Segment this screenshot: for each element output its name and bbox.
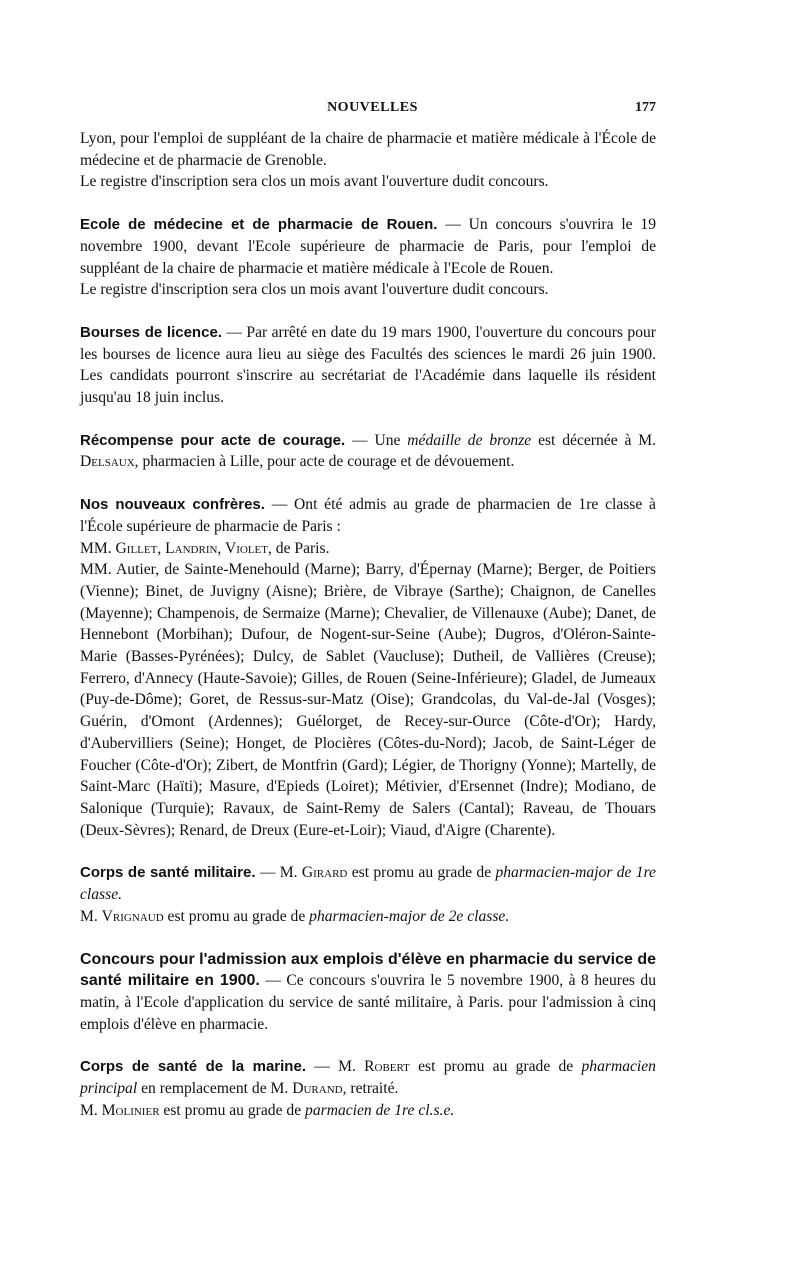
text-militaire-grade: pharmacien-major de 1re classe.	[80, 864, 656, 904]
mm-label-2: MM.	[80, 561, 117, 579]
text-marine-1: — M.	[305, 1058, 365, 1076]
text-rouen: — Un concours s'ouvrira le 19 novembre 1900, devant l'Ecole supérieure de pharmacie de Paris, pour l'emploi de suppléant de la chaire de pharmacie et matière médicale à l'Ecole de Rouen.	[80, 216, 656, 277]
names-paris: Gillet, Landrin, Violet	[115, 539, 268, 557]
paragraph-molinier	[80, 1100, 656, 1122]
paragraph-rouen-registre: Le registre d'inscription sera clos un mois avant l'ouverture dudit concours.	[80, 281, 549, 299]
paragraph-confreres	[80, 494, 656, 537]
running-title: NOUVELLES	[327, 100, 418, 115]
text-bourses: — Par arrêté en date du 19 mars 1900, l'ouverture du concours pour les bourses de licence aura lieu au siège des Facultés des sciences le mardi 26 juin 1900. Les candidats pourront s'inscrire au secrétariat de l'Académie dans laquelle ils résident jusqu'au 18 juin inclus.	[80, 323, 656, 407]
text-vrignaud-1: M.	[80, 907, 102, 925]
name-vrignaud: Vrignaud	[101, 907, 164, 925]
paragraph-confreres-list	[80, 559, 656, 841]
name-delsaux: Delsaux	[80, 453, 135, 471]
heading-militaire: Corps de santé militaire.	[80, 864, 256, 882]
text-recompense-2: est décernée à M.	[531, 431, 656, 449]
paragraph-concours-eleve	[80, 949, 656, 1036]
text-molinier-2: est promu au grade de	[159, 1101, 306, 1119]
text-marine-grade: pharmacien principal	[80, 1058, 656, 1098]
name-durand: Durand	[292, 1080, 343, 1098]
name-robert: Robert	[364, 1058, 410, 1076]
text-recompense-medaille: médaille de bronze	[407, 431, 532, 449]
paragraph-lyon: Lyon, pour l'emploi de suppléant de la chaire de pharmacie et matière médicale à l'École de médecine et de pharmacie de Grenoble.	[80, 130, 656, 169]
text-vrignaud-grade: pharmacien-major de 2e classe.	[309, 907, 510, 925]
heading-concours-eleve: Concours pour l'admission aux emplois d'élève en pharmacie du service de santé militaire en 1900.	[80, 950, 656, 990]
paragraph-militaire	[80, 862, 656, 905]
text-confreres: — Ont été admis au grade de pharmacien de 1re classe à l'École supérieure de pharmacie de Paris :	[80, 496, 656, 535]
heading-rouen: Ecole de médecine et de pharmacie de Rouen.	[80, 216, 438, 234]
mm-label-1: MM.	[80, 539, 116, 557]
paragraph-rouen	[80, 214, 656, 279]
paragraph-bourses	[80, 322, 656, 409]
text-molinier-grade: parmacien de 1re cl.s.e.	[305, 1101, 455, 1119]
heading-confreres: Nos nouveaux confrères.	[80, 496, 265, 514]
text-militaire-1: — M.	[255, 864, 302, 882]
heading-recompense: Récompense pour acte de courage.	[80, 431, 346, 449]
name-molinier: Molinier	[101, 1101, 160, 1119]
text-de-paris: , de Paris.	[267, 539, 330, 557]
text-militaire-2: est promu au grade de	[347, 864, 496, 882]
paragraph-lyon-registre: Le registre d'inscription sera clos un mois avant l'ouverture dudit concours.	[80, 173, 549, 191]
text-marine-4: , retraité.	[342, 1080, 399, 1098]
running-header	[80, 100, 656, 116]
text-marine-2: est promu au grade de	[409, 1058, 582, 1076]
name-girard: Girard	[301, 864, 348, 882]
page-number: 177	[635, 100, 656, 115]
paragraph-recompense	[80, 430, 656, 473]
heading-marine: Corps de santé de la marine.	[80, 1058, 306, 1076]
names-list: Autier, de Sainte-Menehould (Marne); Barry, d'Épernay (Marne); Berger, de Poitiers (Vienne); Binet, de Juvigny (Aisne); Brière, de Vibraye (Sarthe); Chaignon, de Canelles (Mayenne); Champenois, de Sermaize (Marne); Chevalier, de Villenauxe (Aube); Danet, de Hennebont (Morbihan); Dufour, de Nogent-sur-Seine (Aube); Dugros, d'Oléron-Sainte-Marie (Basses-Pyrénées); Dulcy, de Sablet (Vaucluse); Dutheil, de Vallières (Creuse); Ferrero, d'Annecy (Haute-Savoie); Gilles, de Rouen (Seine-Inférieure); Gladel, de Jumeaux (Puy-de-Dôme); Goret, de Ressus-sur-Matz (Oise); Grandcolas, du Val-de-Jal (Vosges); Guérin, d'Omont (Ardennes); Guélorget, de Recey-sur-Ource (Côte-d'Or); Hardy, d'Aubervilliers (Seine); Honget, de Plocières (Côtes-du-Nord); Jacob, de Saint-Léger de Foucher (Côte-d'Or); Zibert, de Montfrin (Gard); Légier, de Thorigny (Yonne); Martelly, de Saint-Marc (Haïti); Masure, d'Epieds (Loiret); Métivier, d'Ersennet (Indre); Modiano, de Salonique (Turquie); Ravaux, de Saint-Remy de Salers (Cantal); Raveau, de Thouars (Deux-Sèvres); Renard, de Dreux (Eure-et-Loir); Viaud, d'Aigre (Charente).	[80, 561, 656, 839]
document-page	[80, 100, 656, 1121]
text-molinier-1: M.	[80, 1101, 102, 1119]
text-vrignaud-2: est promu au grade de	[163, 907, 310, 925]
text-marine-3: en remplacement de M.	[137, 1080, 293, 1098]
text-concours-eleve: — Ce concours s'ouvrira le 5 novembre 1900, à 8 heures du matin, à l'Ecole d'application du service de santé militaire, à Paris. pour l'admission à cinq emplois d'élève en pharmacie.	[80, 972, 656, 1033]
paragraph-marine	[80, 1056, 656, 1099]
text-recompense-3: , pharmacien à Lille, pour acte de courage et de dévouement.	[134, 453, 515, 471]
heading-bourses: Bourses de licence.	[80, 323, 222, 341]
paragraph-vrignaud	[80, 906, 656, 928]
text-recompense-1: — Une	[345, 431, 408, 449]
paragraph-confreres-paris	[80, 538, 656, 560]
